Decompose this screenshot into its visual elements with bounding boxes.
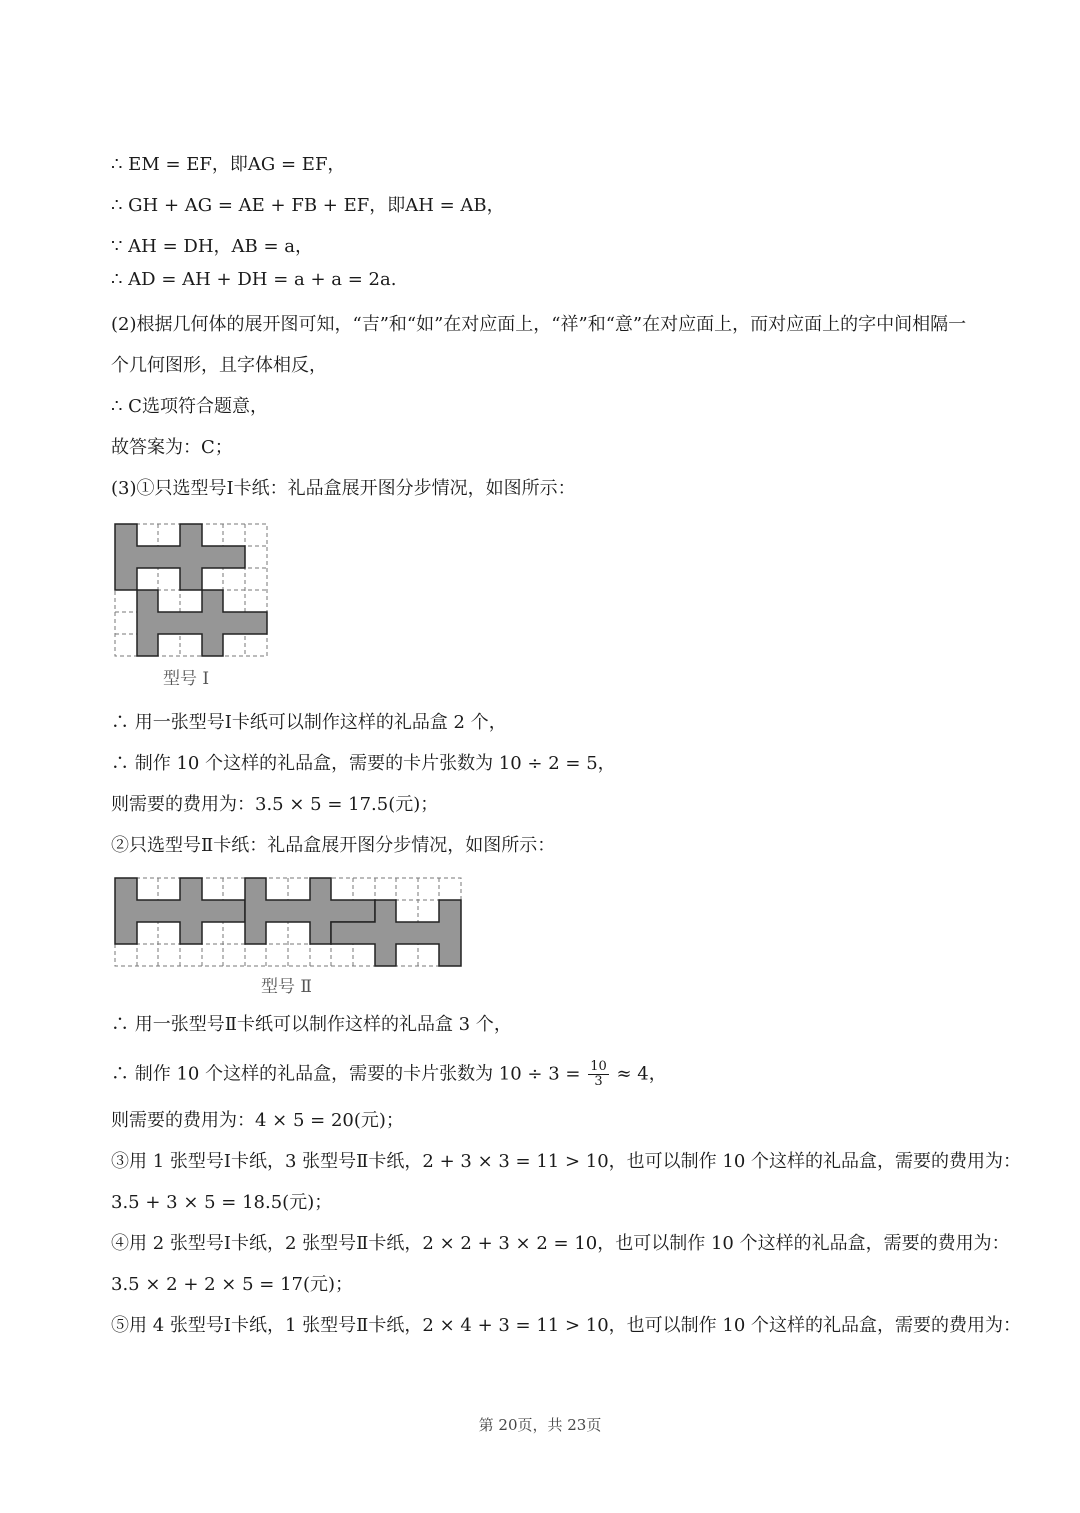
line-ah-dh: ∵ AH = DH，AB = a，	[111, 236, 314, 257]
line-em-ef: ∴ EM = EF，即AG = EF，	[111, 154, 346, 175]
line-option-c: ∴ C选项符合题意，	[111, 396, 268, 417]
fraction-10-3	[588, 1060, 609, 1089]
fraction-denominator: 3	[594, 1074, 603, 1089]
line-part3-type1: (3)①只选型号Ⅰ卡纸：礼品盒展开图分步情况，如图所示：	[111, 478, 576, 499]
line-part2-intro: (2)根据几何体的展开图可知，“吉”和“如”在对应面上，“祥”和“意”在对应面上，而对应面上的字中间相隔一	[111, 314, 967, 335]
line-option3: ③用 1 张型号Ⅰ卡纸，3 张型号Ⅱ卡纸，2 + 3 × 3 = 11 > 10，也可以制作 10 个这样的礼品盒，需要的费用为：	[111, 1151, 1022, 1172]
line-ad-result: ∴ AD = AH + DH = a + a = 2a.	[111, 269, 397, 290]
line-type1-cost: 则需要的费用为：3.5 × 5 = 17.5(元)；	[111, 794, 439, 815]
figure-type1-net-1	[115, 524, 245, 590]
line-option3-cost: 3.5 + 3 × 5 = 18.5(元)；	[111, 1192, 333, 1213]
fraction-numerator: 10	[590, 1059, 607, 1074]
line-option4: ④用 2 张型号Ⅰ卡纸，2 张型号Ⅱ卡纸，2 × 2 + 3 × 2 = 10，也可以制作 10 个这样的礼品盒，需要的费用为：	[111, 1233, 1010, 1254]
line-part2-cont: 个几何图形，且字体相反，	[111, 355, 327, 376]
line-option4-cost: 3.5 × 2 + 2 × 5 = 17(元)；	[111, 1274, 354, 1295]
line-type2-cards	[111, 1060, 667, 1089]
figure-type2-layout	[113, 876, 465, 970]
figure-type1-layout	[113, 522, 273, 660]
figure-type2-caption: 型号 Ⅱ	[261, 977, 312, 997]
line-type2-cards-approx: ≈ 4，	[616, 1063, 667, 1085]
line-option5: ⑤用 4 张型号Ⅰ卡纸，1 张型号Ⅱ卡纸，2 × 4 + 3 = 11 > 10，也可以制作 10 个这样的礼品盒，需要的费用为：	[111, 1315, 1022, 1336]
line-type2-cost: 则需要的费用为：4 × 5 = 20(元)；	[111, 1110, 404, 1131]
line-type1-cards: ∴ 制作 10 个这样的礼品盒，需要的卡片张数为 10 ÷ 2 = 5，	[111, 753, 616, 774]
line-type2-cards-text: ∴ 制作 10 个这样的礼品盒，需要的卡片张数为 10 ÷ 3 =	[111, 1063, 581, 1085]
figure-type1-caption: 型号 Ⅰ	[163, 669, 210, 689]
line-gh-ag: ∴ GH + AG = AE + FB + EF，即AH = AB，	[111, 195, 505, 216]
line-type1-count: ∴ 用一张型号Ⅰ卡纸可以制作这样的礼品盒 2 个，	[111, 712, 507, 733]
figure-type1-net-2	[137, 590, 267, 656]
line-answer-c: 故答案为：C；	[111, 437, 233, 458]
figure-type2-net-1	[115, 878, 245, 944]
line-part3-type2: ②只选型号Ⅱ卡纸：礼品盒展开图分步情况，如图所示：	[111, 835, 556, 856]
line-type2-count: ∴ 用一张型号Ⅱ卡纸可以制作这样的礼品盒 3 个，	[111, 1014, 512, 1035]
page-footer: 第 20页，共 23页	[478, 1416, 602, 1434]
